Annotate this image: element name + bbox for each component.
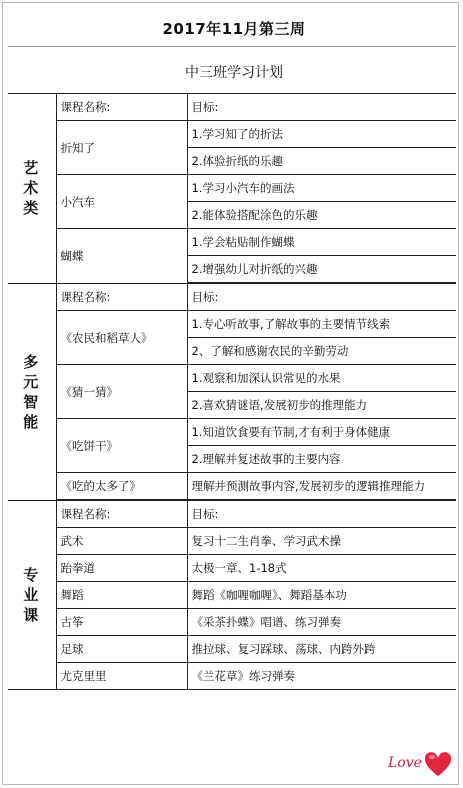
course-goal: 《采茶扑蝶》唱谱、练习弹奏 <box>187 609 456 636</box>
table-row <box>8 473 456 501</box>
course-name: 蝴蝶 <box>56 229 187 284</box>
course-name: 舞蹈 <box>56 582 187 609</box>
course-goal: 推拉球、复习踩球、荡球、内跨外跨 <box>187 636 456 663</box>
goal-header: 目标: <box>187 283 456 311</box>
table-row <box>8 175 456 202</box>
course-name: 尤克里里 <box>56 663 187 690</box>
table-row <box>8 283 456 311</box>
course-name: 小汽车 <box>56 175 187 229</box>
category-char: 术 <box>23 179 41 198</box>
category-char: 类 <box>23 199 41 218</box>
category-char: 元 <box>23 372 41 391</box>
course-name: 折知了 <box>56 121 187 175</box>
category-cell <box>8 94 56 284</box>
category-char: 智 <box>23 392 41 411</box>
course-goal: 2.能体验搭配涂色的乐趣 <box>187 202 456 229</box>
plan-table <box>8 93 456 690</box>
table-row <box>8 94 456 121</box>
category-cell <box>8 500 56 690</box>
course-name: 古筝 <box>56 609 187 636</box>
course-goal: 1.知道饮食要有节制,才有利于身体健康 <box>187 419 456 446</box>
love-text: Love <box>388 755 422 771</box>
page-title: 2017年11月第三周 <box>162 20 306 38</box>
plan-subtitle: 中三班学习计划 <box>185 65 283 81</box>
table-row <box>8 528 456 555</box>
heart-icon <box>421 747 455 781</box>
course-header: 课程名称: <box>56 283 187 311</box>
course-goal: 2.增强幼儿对折纸的兴趣 <box>187 256 456 284</box>
course-goal: 太极一章、1-18式 <box>187 555 456 582</box>
course-header: 课程名称: <box>56 94 187 121</box>
course-goal: 2、了解和感谢农民的辛勤劳动 <box>187 338 456 365</box>
course-name: 《猜一猜》 <box>56 365 187 419</box>
course-name: 《吃的太多了》 <box>56 473 187 501</box>
category-char: 业 <box>23 585 41 604</box>
table-row <box>8 365 456 392</box>
category-char: 课 <box>23 605 41 624</box>
table-row <box>8 229 456 256</box>
table-row <box>8 121 456 148</box>
table-row <box>8 311 456 338</box>
course-goal: 《兰花草》练习弹奏 <box>187 663 456 690</box>
course-goal: 舞蹈《咖喱咖喱》、舞蹈基本功 <box>187 582 456 609</box>
course-goal: 1.学习小汽车的画法 <box>187 175 456 202</box>
course-goal: 2.理解并复述故事的主要内容 <box>187 446 456 473</box>
course-goal: 1.学会粘贴制作蝴蝶 <box>187 229 456 256</box>
course-name: 《农民和稻草人》 <box>56 311 187 365</box>
course-goal: 2.体验折纸的乐趣 <box>187 148 456 175</box>
table-row <box>8 555 456 582</box>
course-goal: 理解并预测故事内容,发展初步的逻辑推理能力 <box>187 473 456 501</box>
course-name: 武术 <box>56 528 187 555</box>
table-row <box>8 636 456 663</box>
course-goal: 复习十二生肖拳、学习武术操 <box>187 528 456 555</box>
table-row <box>8 500 456 528</box>
table-row <box>8 419 456 446</box>
course-name: 跆拳道 <box>56 555 187 582</box>
category-cell <box>8 283 56 500</box>
course-header: 课程名称: <box>56 500 187 528</box>
table-row <box>8 582 456 609</box>
goal-header: 目标: <box>187 500 456 528</box>
category-char: 专 <box>23 565 41 584</box>
course-goal: 1.学习知了的折法 <box>187 121 456 148</box>
category-char: 多 <box>23 352 41 371</box>
category-char: 艺 <box>23 159 41 178</box>
table-row <box>8 663 456 690</box>
category-char: 能 <box>23 412 41 431</box>
divider <box>8 46 456 47</box>
goal-header: 目标: <box>187 94 456 121</box>
course-goal: 2.喜欢猜谜语,发展初步的推理能力 <box>187 392 456 419</box>
course-name: 足球 <box>56 636 187 663</box>
course-name: 《吃饼干》 <box>56 419 187 473</box>
course-goal: 1.专心听故事,了解故事的主要情节线索 <box>187 311 456 338</box>
course-goal: 1.观察和加深认识常见的水果 <box>187 365 456 392</box>
table-row <box>8 609 456 636</box>
